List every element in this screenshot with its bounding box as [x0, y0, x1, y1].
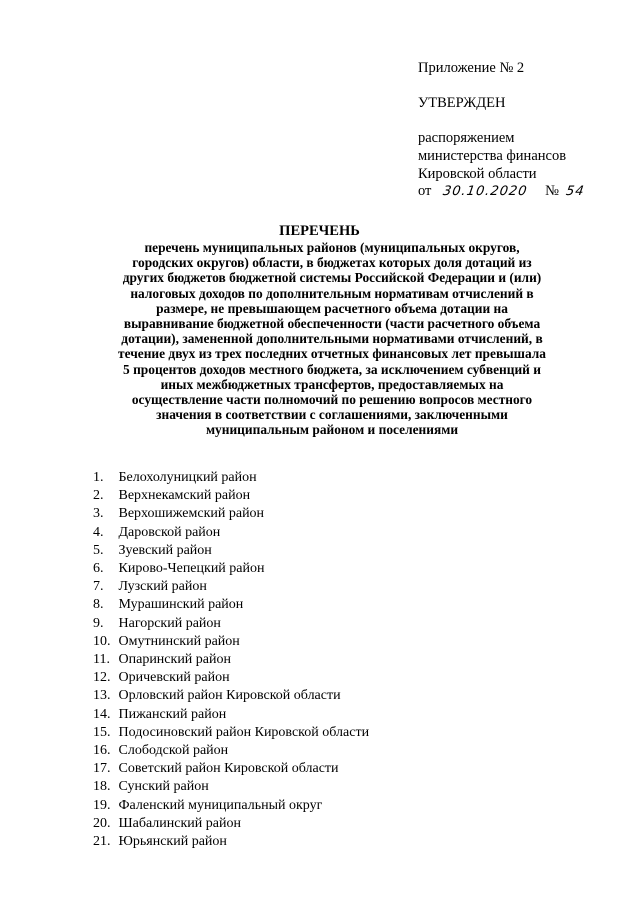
list-item-number: 5.: [93, 542, 104, 558]
list-item-number: 10.: [93, 633, 111, 649]
document-description: [95, 240, 569, 438]
list-item-number: 8.: [93, 597, 104, 613]
list-item-name: Слободской район: [118, 743, 229, 759]
description-line: течение двух из трех последних отчетных финансовых лет превышала: [118, 346, 546, 362]
list-item: [93, 778, 369, 796]
list-item-name: Белохолуницкий район: [118, 470, 257, 485]
list-item-name: Шабалинский район: [118, 815, 241, 831]
list-item-name: Лузский район: [118, 579, 207, 595]
list-item-name: Орловский район Кировской области: [118, 688, 341, 704]
list-item-number: 12.: [93, 670, 111, 686]
list-item-number: 21.: [93, 834, 111, 850]
description-line: других бюджетов бюджетной системы Российской Федерации и (или): [122, 270, 542, 286]
order-line-1: распоряжением: [418, 130, 515, 146]
description-line: иных межбюджетных трансфертов, предоставляемых на: [160, 376, 504, 392]
appendix-label: Приложение № 2: [418, 60, 525, 76]
list-item-name: Сунский район: [118, 779, 209, 795]
approved-label: УТВЕРЖДЕН: [418, 95, 506, 111]
date-prefix: от: [418, 183, 432, 199]
list-item-number: 4.: [93, 524, 104, 540]
list-item: [93, 524, 369, 542]
list-item-name: Пижанский район: [118, 706, 227, 722]
list-item: [93, 742, 369, 760]
list-item: [93, 596, 369, 614]
list-item-number: 20.: [93, 815, 111, 831]
list-item: [93, 615, 369, 633]
order-line-2: министерства финансов: [418, 148, 567, 164]
list-item: [93, 651, 369, 669]
handwritten-date: 30.10.2020: [441, 184, 529, 199]
list-item-number: 17.: [93, 761, 111, 777]
list-item: [93, 469, 369, 487]
list-item: [93, 687, 369, 705]
list-item-number: 11.: [93, 652, 110, 668]
description-line: городских округов) области, в бюджетах которых доля дотаций из: [132, 255, 532, 271]
list-item-number: 3.: [93, 506, 104, 522]
list-item: [93, 669, 369, 687]
list-item-number: 18.: [93, 779, 111, 795]
description-line: осуществление части полномочий по решению вопросов местного: [131, 392, 533, 408]
list-item-number: 7.: [93, 579, 104, 595]
list-item: [93, 833, 369, 851]
list-item-name: Зуевский район: [118, 542, 212, 558]
list-item: [93, 542, 369, 560]
list-item: [93, 633, 369, 651]
list-item-name: Подосиновский район Кировской области: [118, 724, 370, 740]
list-item-number: 15.: [93, 724, 111, 740]
description-line: перечень муниципальных районов (муниципальных округов,: [144, 240, 520, 255]
list-item-name: Опаринский район: [118, 652, 231, 668]
description-line: муниципальным районом и поселениями: [205, 422, 459, 438]
list-item-name: Советский район Кировской области: [118, 761, 339, 777]
list-item-name: Фаленский муниципальный округ: [118, 797, 323, 813]
list-item: [93, 487, 369, 505]
handwritten-number: 54: [564, 184, 586, 199]
list-item: [93, 578, 369, 596]
list-item-number: 16.: [93, 743, 111, 759]
description-line: 5 процентов доходов местного бюджета, за исключением субвенций и: [123, 361, 541, 377]
list-item-number: 9.: [93, 615, 104, 631]
list-item-name: Верхнекамский район: [118, 488, 251, 504]
number-prefix: №: [545, 183, 559, 199]
list-item-number: 19.: [93, 797, 111, 813]
list-item-name: Даровской район: [118, 524, 221, 540]
list-item-name: Нагорский район: [118, 615, 221, 631]
description-line: налоговых доходов по дополнительным нормативам отчислений в: [130, 285, 534, 301]
list-item: [93, 815, 369, 833]
list-item-number: 2.: [93, 488, 104, 504]
list-item-number: 6.: [93, 561, 104, 577]
list-item-number: 1.: [93, 470, 104, 485]
list-item-name: Оричевский район: [118, 670, 230, 686]
list-item-number: 14.: [93, 706, 111, 722]
list-item: [93, 560, 369, 578]
list-item: [93, 797, 369, 815]
order-line-3: Кировской области: [418, 166, 537, 182]
list-item: [93, 760, 369, 778]
document-title: ПЕРЕЧЕНЬ: [279, 223, 360, 239]
list-item-name: Верхошижемский район: [118, 506, 265, 522]
list-item-name: Юрьянский район: [118, 834, 227, 850]
description-line: размере, не превышающем расчетного объема дотации на: [156, 300, 508, 316]
list-item-name: Омутнинский район: [118, 633, 240, 649]
list-item: [93, 724, 369, 742]
list-item-number: 13.: [93, 688, 111, 704]
description-line: значения в соответствии с соглашениями, заключенными: [156, 407, 508, 423]
date-line: [418, 183, 584, 200]
district-list: [93, 469, 369, 851]
list-item-name: Кирово-Чепецкий район: [118, 561, 265, 577]
list-item: [93, 706, 369, 724]
list-item-name: Мурашинский район: [118, 597, 244, 613]
description-line: дотации), замененной дополнительными нормативами отчислений, в: [121, 331, 543, 347]
description-line: выравнивание бюджетной обеспеченности (части расчетного объема: [123, 316, 541, 332]
list-item: [93, 505, 369, 523]
